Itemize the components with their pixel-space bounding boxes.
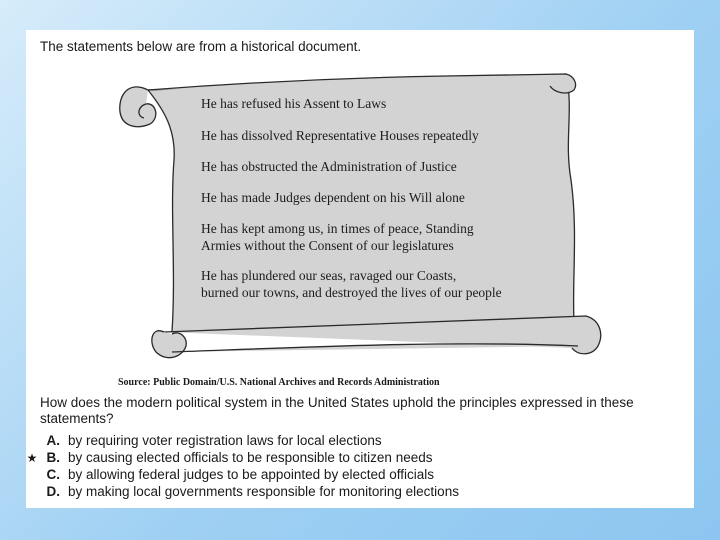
- answer-choice-d: [26, 484, 694, 500]
- grievance-statement: He has plundered our seas, ravaged our Coasts, burned our towns, and destroyed the lives of our people: [201, 268, 502, 300]
- grievance-statement: He has dissolved Representative Houses repeatedly: [201, 128, 479, 143]
- answer-choice-a: [26, 433, 694, 449]
- choice-text: by allowing federal judges to be appointed by elected officials: [68, 467, 434, 482]
- choice-letter: C.: [46, 467, 60, 482]
- intro-prompt: The statements below are from a historical document.: [40, 39, 362, 54]
- choice-letter: B.: [46, 450, 60, 465]
- answer-choice-b: [26, 450, 694, 466]
- question-text: How does the modern political system in the United States uphold the principles expressed in these statements?: [40, 395, 634, 426]
- choice-text: by causing elected officials to be responsible to citizen needs: [68, 450, 433, 465]
- grievance-statement: He has made Judges dependent on his Will alone: [201, 190, 465, 205]
- choice-letter: A.: [46, 433, 60, 448]
- grievance-statement: He has obstructed the Administration of Justice: [201, 159, 457, 174]
- grievance-statement: He has refused his Assent to Laws: [201, 96, 387, 111]
- source-citation: Source: Public Domain/U.S. National Archives and Records Administration: [118, 377, 440, 388]
- grievance-statement: He has kept among us, in times of peace, Standing Armies without the Consent of our legislatures: [201, 221, 474, 253]
- choice-text: by making local governments responsible for monitoring elections: [68, 484, 459, 499]
- choice-text: by requiring voter registration laws for local elections: [68, 433, 382, 448]
- choice-letter: D.: [46, 484, 60, 499]
- answer-choice-c: [26, 467, 694, 483]
- document-page: [26, 30, 694, 508]
- correct-answer-star-icon: ★: [26, 451, 38, 465]
